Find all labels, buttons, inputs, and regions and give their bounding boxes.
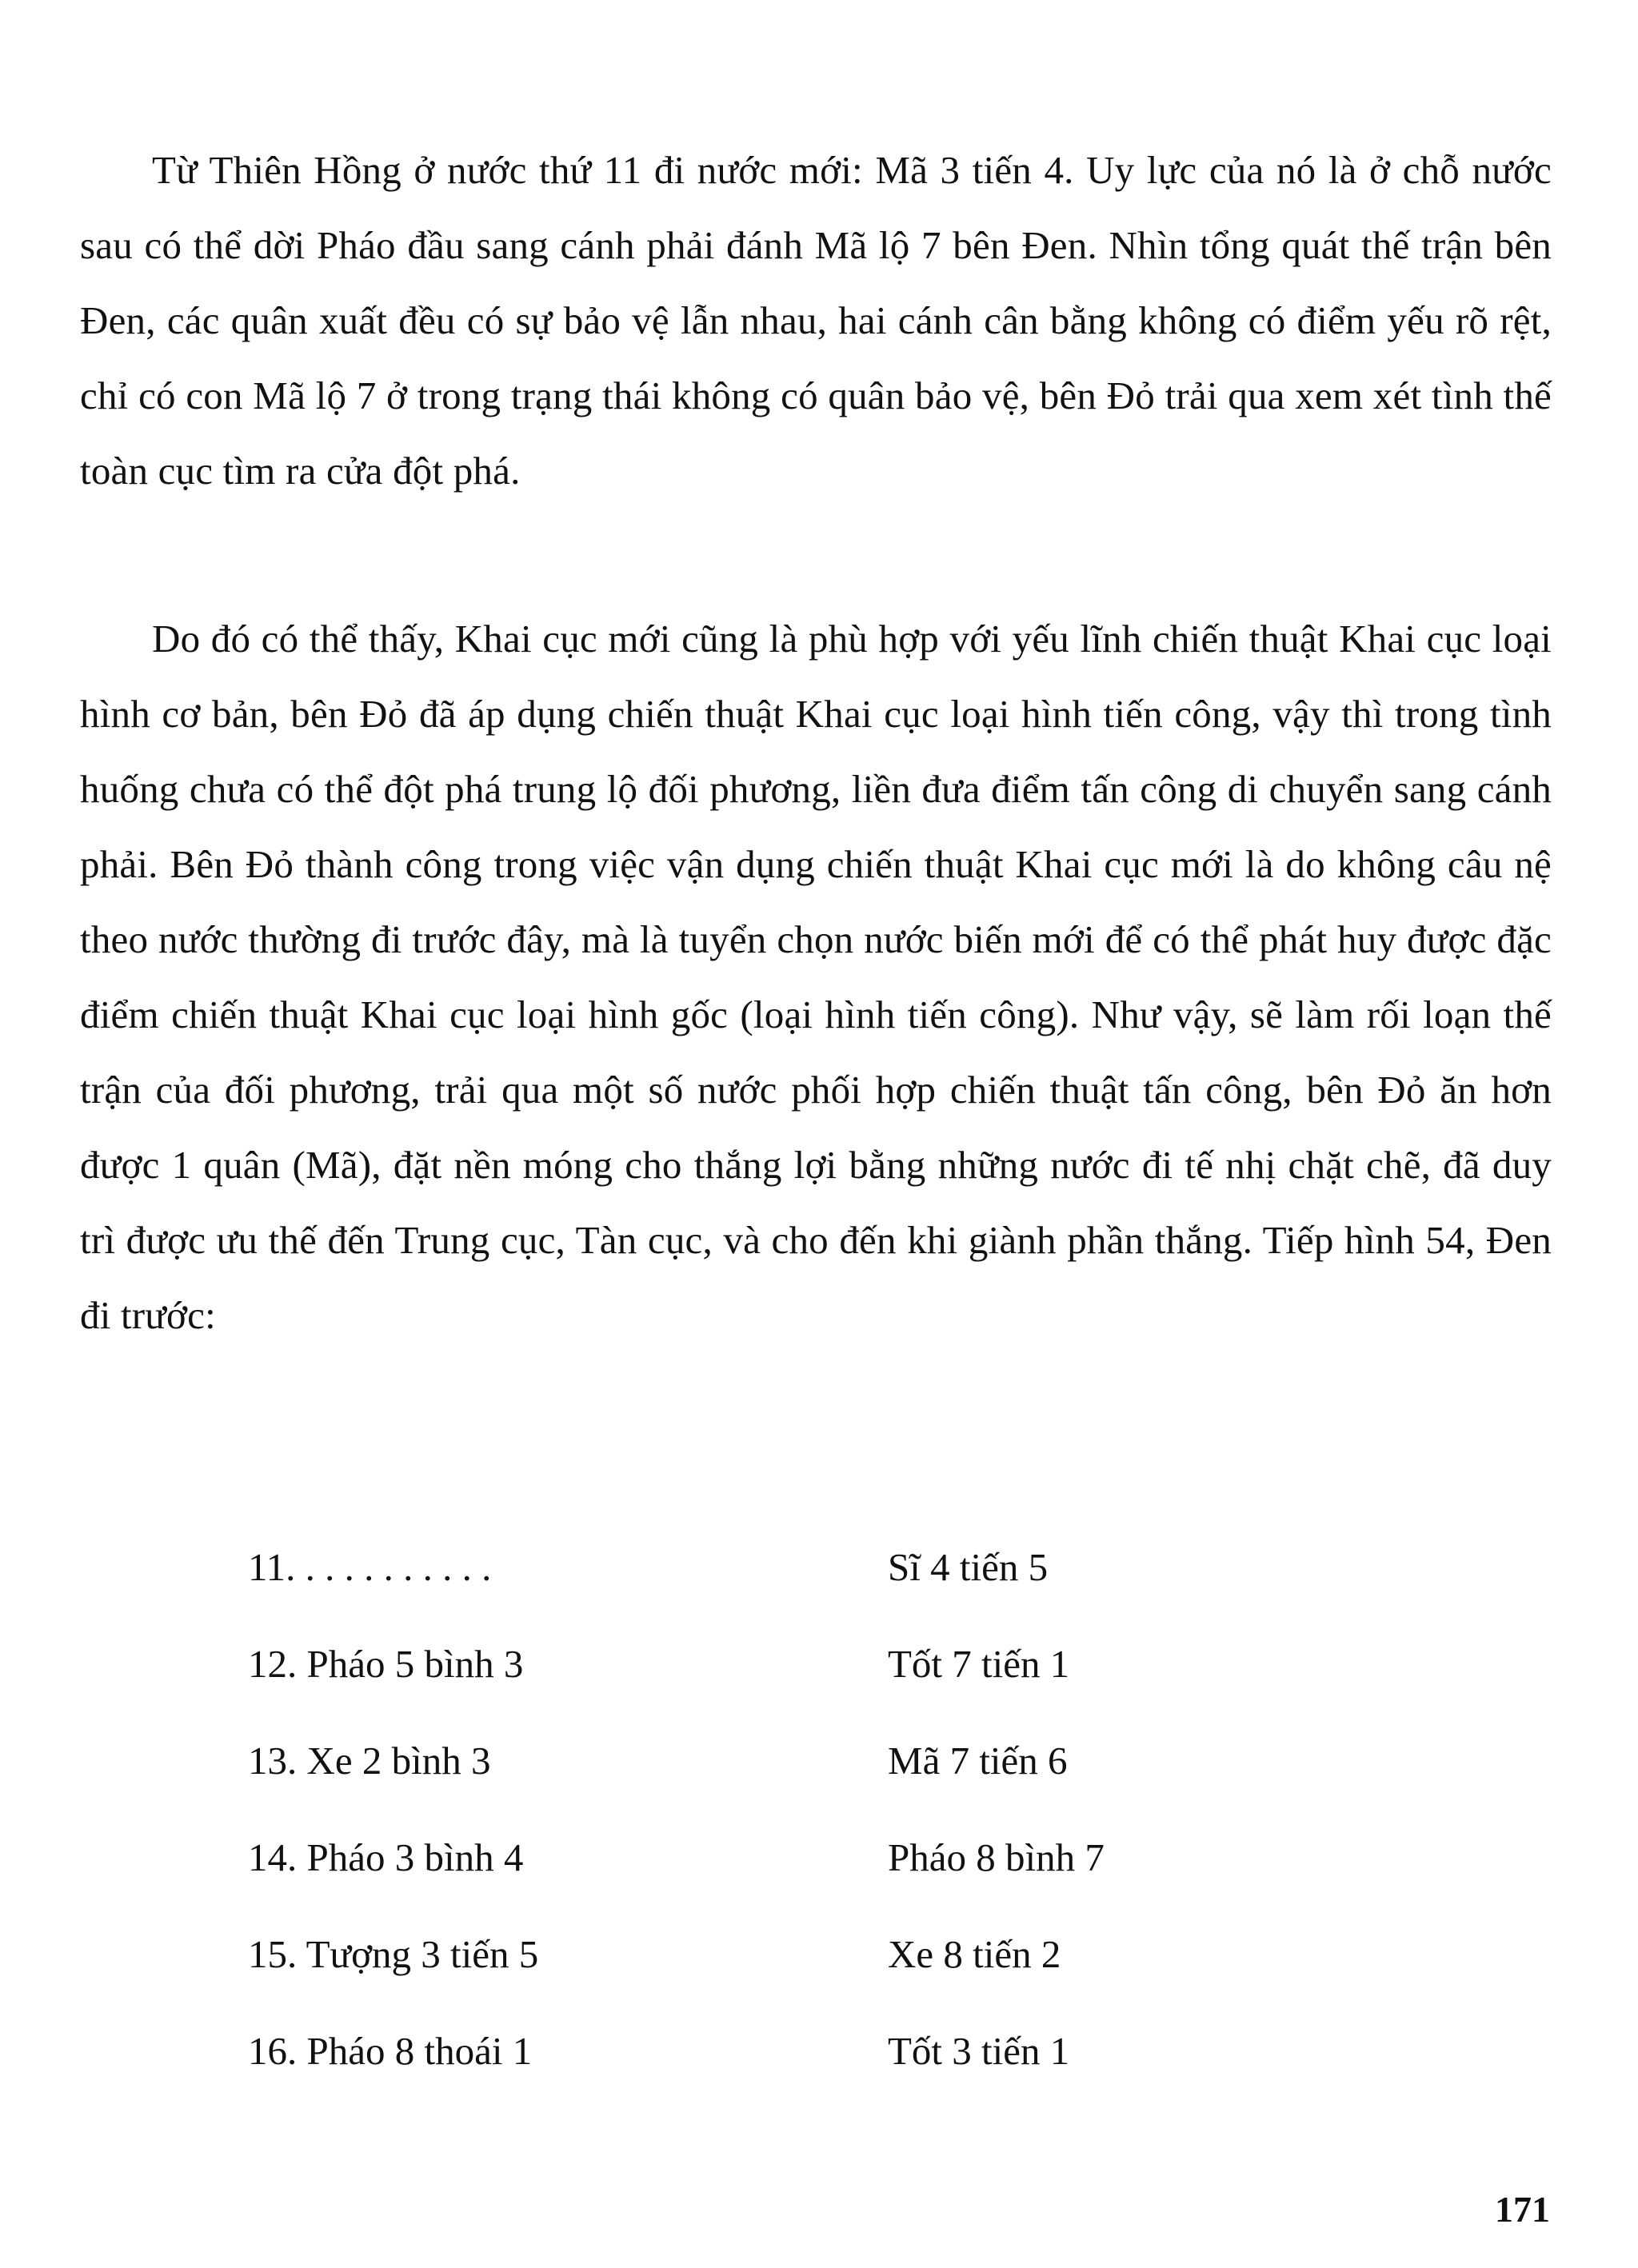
move-red: 13. Xe 2 bình 3 <box>248 1739 491 1783</box>
paragraph-2: Do đó có thể thấy, Khai cục mới cũng là phù hợp với yếu lĩnh chiến thuật Khai cục loại hình cơ bản, bên Đỏ đã áp dụng chiến thuật Khai cục loại hình tiến công, vậy thì trong tình huống chưa có thể đột phá trung lộ đối phương, liền đưa điểm tấn công di chuyển sang cánh phải. Bên Đỏ thành công trong việc vận dụng chiến thuật Khai cục mới là do không câu nệ theo nước thường đi trước đây, mà là tuyển chọn nước biến mới để có thể phát huy được đặc điểm chiến thuật Khai cục loại hình gốc (loại hình tiến công). Như vậy, sẽ làm rối loạn thế trận của đối phương, trải qua một số nước phối hợp chiến thuật tấn công, bên Đỏ ăn hơn được 1 quân (Mã), đặt nền móng cho thắng lợi bằng những nước đi tế nhị chặt chẽ, đã duy trì được ưu thế đến Trung cục, Tàn cục, và cho đến khi giành phần thắng. Tiếp hình 54, Đen đi trước: <box>80 617 1552 1337</box>
move-black: Sĩ 4 tiến 5 <box>888 1545 1049 1589</box>
paragraph-1: Từ Thiên Hồng ở nước thứ 11 đi nước mới: Mã 3 tiến 4. Uy lực của nó là ở chỗ nước sau có thể dời Pháo đầu sang cánh phải đánh Mã lộ 7 bên Đen. Nhìn tổng quát thế trận bên Đen, các quân xuất đều có sự bảo vệ lẫn nhau, hai cánh cân bằng không có điểm yếu rõ rệt, chỉ có con Mã lộ 7 ở trong trạng thái không có quân bảo vệ, bên Đỏ trải qua xem xét tình thế toàn cục tìm ra cửa đột phá. <box>80 148 1552 493</box>
move-black: Tốt 7 tiến 1 <box>888 1642 1070 1686</box>
move-red: 11. . . . . . . . . . . <box>248 1545 492 1589</box>
move-red: 14. Pháo 3 bình 4 <box>248 1835 524 1879</box>
move-row <box>248 2027 1368 2124</box>
move-list <box>248 1543 1368 2124</box>
move-row <box>248 1640 1368 1737</box>
move-black: Mã 7 tiến 6 <box>888 1739 1068 1783</box>
move-black: Xe 8 tiến 2 <box>888 1932 1061 1976</box>
move-row <box>248 1834 1368 1931</box>
move-red: 16. Pháo 8 thoái 1 <box>248 2029 533 2073</box>
move-black: Pháo 8 bình 7 <box>888 1835 1105 1879</box>
move-black: Tốt 3 tiến 1 <box>888 2029 1070 2073</box>
move-row <box>248 1543 1368 1640</box>
move-row <box>248 1737 1368 1834</box>
move-red: 15. Tượng 3 tiến 5 <box>248 1932 539 1976</box>
move-row <box>248 1931 1368 2027</box>
page-number: 171 <box>1495 2189 1550 2230</box>
move-red: 12. Pháo 5 bình 3 <box>248 1642 524 1686</box>
